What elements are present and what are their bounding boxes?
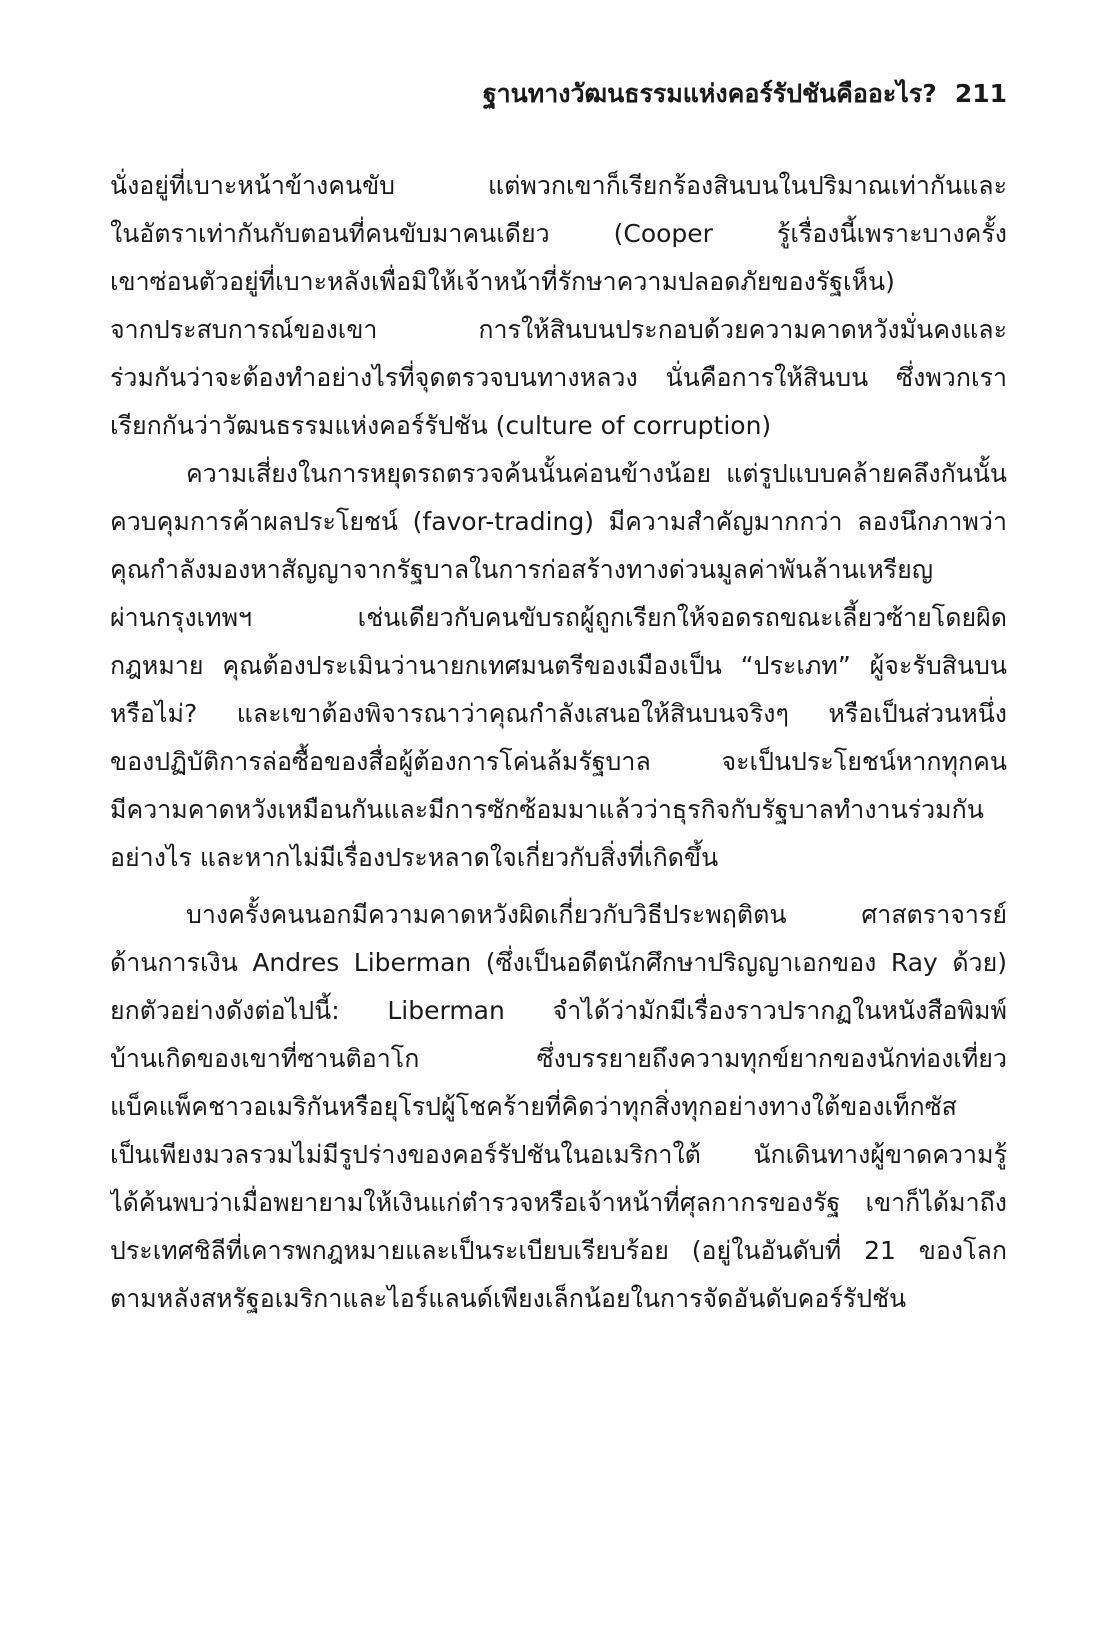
text-line: ของปฏิบัติการล่อซื้อของสื่อผู้ต้องการโค่นล้มรัฐบาล จะเป็นประโยชน์หากทุกคน — [110, 747, 1007, 776]
text-line: อย่างไร และหากไม่มีเรื่องประหลาดใจเกี่ยวกับสิ่งที่เกิดขึ้น — [110, 843, 719, 872]
text-line: จากประสบการณ์ของเขา การให้สินบนประกอบด้วยความคาดหวังมั่นคงและ — [110, 315, 1007, 344]
body-text — [110, 162, 1007, 1323]
text-line: ได้ค้นพบว่าเมื่อพยายามให้เงินแก่ตำรวจหรือเจ้าหน้าที่ศุลกากรของรัฐ เขาก็ได้มาถึง — [110, 1188, 1007, 1217]
text-line: ร่วมกันว่าจะต้องทำอย่างไรที่จุดตรวจบนทางหลวง นั่นคือการให้สินบน ซึ่งพวกเรา — [110, 363, 1007, 392]
paragraph-3 — [110, 891, 1007, 1323]
text-line: เขาซ่อนตัวอยู่ที่เบาะหลังเพื่อมิให้เจ้าหน้าที่รักษาความปลอดภัยของรัฐเห็น) — [110, 267, 895, 296]
text-line: กฎหมาย คุณต้องประเมินว่านายกเทศมนตรีของเมืองเป็น “ประเภท” ผู้จะรับสินบน — [110, 651, 1007, 680]
text-line: ตามหลังสหรัฐอเมริกาและไอร์แลนด์เพียงเล็กน้อยในการจัดอันดับคอร์รัปชัน — [110, 1284, 907, 1313]
running-header — [110, 74, 1007, 114]
text-line: บ้านเกิดของเขาที่ซานติอาโก ซึ่งบรรยายถึงความทุกข์ยากของนักท่องเที่ยว — [110, 1044, 1007, 1073]
text-line: ยกตัวอย่างดังต่อไปนี้: Liberman จำได้ว่ามักมีเรื่องราวปรากฏในหนังสือพิมพ์ — [110, 996, 1007, 1025]
text-line: บางครั้งคนนอกมีความคาดหวังผิดเกี่ยวกับวิธีประพฤติตน ศาสตราจารย์ — [186, 900, 1007, 929]
text-line: เป็นเพียงมวลรวมไม่มีรูปร่างของคอร์รัปชันในอเมริกาใต้ นักเดินทางผู้ขาดความรู้ — [110, 1140, 1007, 1169]
text-line: ความเสี่ยงในการหยุดรถตรวจค้นนั้นค่อนข้างน้อย แต่รูปแบบคล้ายคลึงกันนั้น — [186, 459, 1007, 488]
paragraph-1 — [110, 162, 1007, 450]
text-line: นั่งอยู่ที่เบาะหน้าข้างคนขับ แต่พวกเขาก็เรียกร้องสินบนในปริมาณเท่ากันและ — [110, 171, 1007, 200]
chapter-title: ฐานทางวัฒนธรรมแห่งคอร์รัปชันคืออะไร? — [482, 79, 937, 108]
text-line: ด้านการเงิน Andres Liberman (ซึ่งเป็นอดีตนักศึกษาปริญญาเอกของ Ray ด้วย) — [110, 948, 1007, 977]
paragraph-spacer — [110, 882, 1007, 891]
text-line: หรือไม่? และเขาต้องพิจารณาว่าคุณกำลังเสนอให้สินบนจริงๆ หรือเป็นส่วนหนึ่ง — [110, 699, 1007, 728]
paragraph-2 — [110, 450, 1007, 882]
text-line: มีความคาดหวังเหมือนกันและมีการซักซ้อมมาแล้วว่าธุรกิจกับรัฐบาลทำงานร่วมกัน — [110, 795, 984, 824]
text-line: ควบคุมการค้าผลประโยชน์ (favor-trading) มีความสำคัญมากกว่า ลองนึกภาพว่า — [110, 507, 1007, 536]
text-line: ในอัตราเท่ากันกับตอนที่คนขับมาคนเดียว (Cooper รู้เรื่องนี้เพราะบางครั้ง — [110, 219, 1007, 248]
text-line: ผ่านกรุงเทพฯ เช่นเดียวกับคนขับรถผู้ถูกเรียกให้จอดรถขณะเลี้ยวซ้ายโดยผิด — [110, 603, 1007, 632]
text-line: ประเทศชิลีที่เคารพกฎหมายและเป็นระเบียบเรียบร้อย (อยู่ในอันดับที่ 21 ของโลก — [110, 1236, 1007, 1265]
page-number: 211 — [954, 79, 1007, 108]
text-line: เรียกกันว่าวัฒนธรรมแห่งคอร์รัปชัน (culture of corruption) — [110, 411, 772, 440]
text-line: แบ็คแพ็คชาวอเมริกันหรือยุโรปผู้โชคร้ายที่คิดว่าทุกสิ่งทุกอย่างทางใต้ของเท็กซัส — [110, 1092, 957, 1121]
text-line: คุณกำลังมองหาสัญญาจากรัฐบาลในการก่อสร้างทางด่วนมูลค่าพันล้านเหรียญ — [110, 555, 934, 584]
